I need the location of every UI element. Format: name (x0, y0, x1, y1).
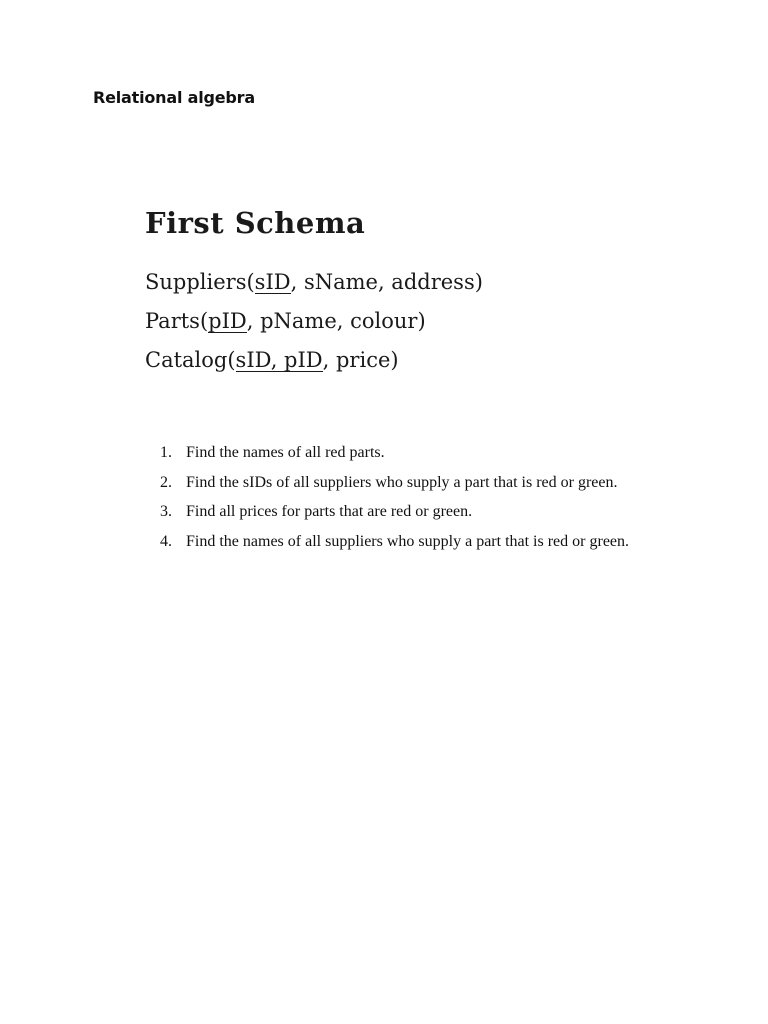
question-list (160, 438, 690, 556)
schema-catalog (145, 341, 483, 380)
relation-name: Suppliers( (145, 270, 255, 294)
question-number: 3. (160, 503, 172, 520)
primary-key: sID, pID (235, 348, 323, 372)
list-item (160, 497, 690, 527)
page-heading: Relational algebra (93, 88, 255, 107)
schema-image (145, 205, 483, 380)
question-number: 2. (160, 473, 172, 491)
primary-key: sID (254, 270, 291, 294)
relation-attributes: , price) (322, 348, 399, 372)
question-number: 1. (160, 444, 172, 461)
relation-name: Catalog( (145, 348, 236, 372)
question-text: Find the names of all suppliers who supply a part that is red or green. (186, 532, 630, 550)
relation-name: Parts( (145, 309, 209, 333)
list-item (160, 438, 690, 468)
question-text: Find all prices for parts that are red or green. (186, 503, 473, 520)
relation-attributes: , sName, address) (290, 270, 483, 294)
question-number: 4. (160, 532, 172, 550)
schema-title: First Schema (145, 206, 366, 240)
primary-key: pID (208, 309, 247, 333)
schema-parts (145, 302, 483, 341)
list-item (160, 468, 690, 498)
question-text: Find the names of all red parts. (186, 444, 385, 461)
relation-attributes: , pName, colour) (246, 309, 426, 333)
schema-suppliers (145, 263, 483, 302)
question-text: Find the sIDs of all suppliers who supply a part that is red or green. (186, 473, 618, 491)
list-item (160, 527, 690, 557)
